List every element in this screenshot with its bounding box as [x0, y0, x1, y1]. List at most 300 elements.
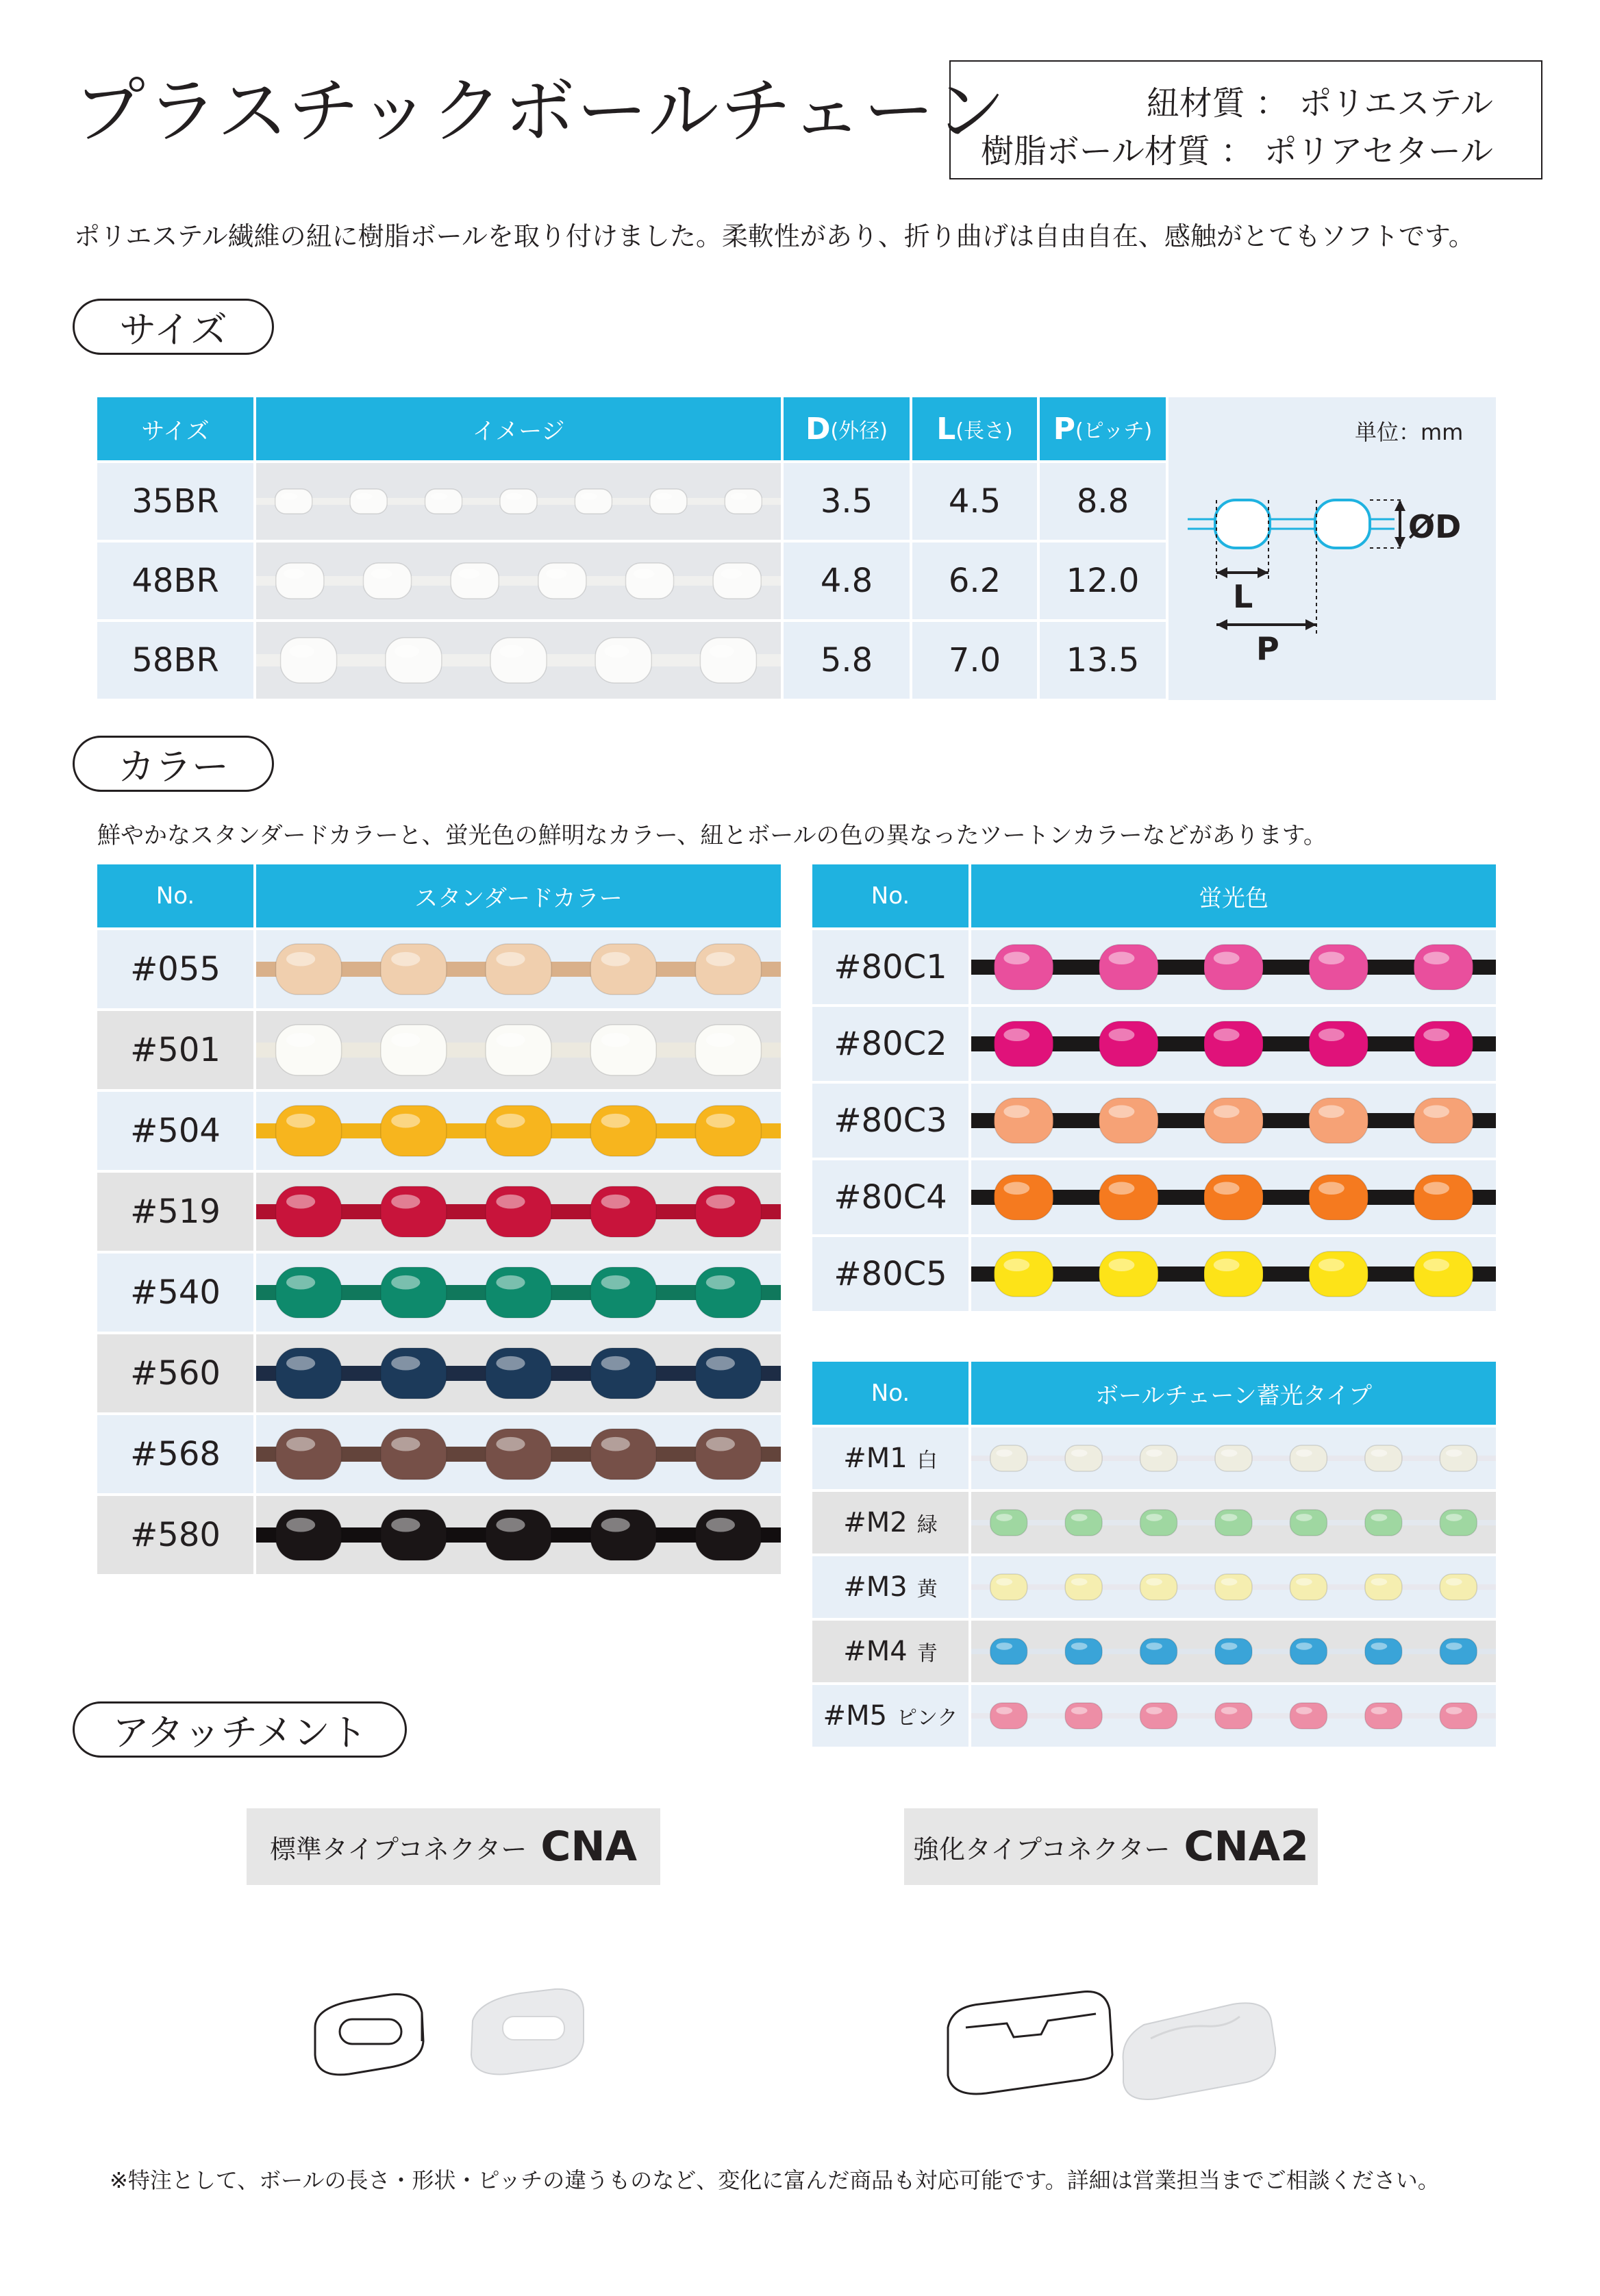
chain-ball — [381, 1186, 447, 1237]
chain-ball-highlight — [706, 1033, 735, 1047]
chain-ball — [451, 563, 499, 599]
chain-ball — [1099, 1021, 1158, 1066]
chain-ball — [276, 1510, 342, 1560]
standard-color-chain — [256, 1092, 781, 1170]
chain-image — [971, 1084, 1496, 1158]
lum-label-text: 黄 — [916, 1577, 938, 1601]
chain-ball — [276, 1267, 342, 1318]
standard-color-no: #519 — [97, 1173, 253, 1251]
chain-ball — [1140, 1638, 1177, 1664]
standard-color-chain — [256, 1415, 781, 1493]
chain-ball-highlight — [1146, 1514, 1162, 1521]
chain-ball — [1140, 1574, 1177, 1600]
standard-color-chain — [256, 930, 781, 1008]
unit-label: 単位：mm — [1355, 419, 1464, 445]
standard-color-chain — [256, 1253, 781, 1332]
lum-color-chain — [971, 1621, 1496, 1682]
chain-ball-highlight — [1071, 1707, 1088, 1714]
section-attachment-heading: アタッチメント — [73, 1701, 407, 1758]
size-image-cell — [256, 463, 781, 540]
chain-ball — [1140, 1510, 1177, 1536]
chain-ball — [381, 1510, 447, 1560]
cord-material — [1147, 77, 1493, 124]
chain-ball — [486, 1267, 551, 1318]
chain-ball-highlight — [996, 1643, 1012, 1650]
cord-material-value: ポリエステル — [1299, 84, 1493, 123]
chain-ball-highlight — [1109, 952, 1135, 964]
fluor-name-header: 蛍光色 — [971, 864, 1496, 927]
l-col-header — [912, 397, 1037, 460]
chain-ball-highlight — [391, 1114, 420, 1128]
image-col-header: イメージ — [256, 397, 781, 460]
chain-ball-highlight — [1071, 1514, 1088, 1521]
chain-image — [971, 1160, 1496, 1234]
chain-ball-highlight — [1071, 1578, 1088, 1586]
chain-ball — [1365, 1703, 1402, 1729]
chain-ball-highlight — [546, 569, 567, 579]
chain-image — [971, 1427, 1496, 1489]
chain-ball-highlight — [431, 493, 447, 500]
chain-ball-highlight — [496, 1518, 525, 1532]
fluor-color-no: #80C1 — [812, 930, 968, 1004]
chain-ball-highlight — [1371, 1643, 1387, 1650]
chain-image — [256, 1415, 781, 1493]
chain-ball — [281, 638, 337, 683]
chain-ball-highlight — [1371, 1707, 1387, 1714]
chain-ball-highlight — [1296, 1514, 1312, 1521]
chain-ball — [575, 489, 612, 514]
chain-ball — [275, 489, 312, 514]
chain-ball-highlight — [1423, 952, 1449, 964]
chain-ball — [276, 1186, 342, 1237]
chain-ball — [276, 563, 324, 599]
chain-cord — [256, 576, 781, 586]
chain-ball — [490, 638, 547, 683]
chain-ball-highlight — [1446, 1449, 1462, 1457]
chain-ball-highlight — [1296, 1707, 1312, 1714]
chain-ball — [695, 944, 761, 995]
chain-ball-highlight — [1446, 1643, 1462, 1650]
chain-ball — [1099, 1175, 1158, 1220]
chain-ball-highlight — [706, 1114, 735, 1128]
chain-ball — [1309, 1251, 1368, 1297]
chain-ball-highlight — [286, 1437, 315, 1451]
chain-ball — [1099, 945, 1158, 990]
chain-ball-highlight — [601, 1114, 630, 1128]
chain-ball-highlight — [496, 1275, 525, 1290]
chain-ball-highlight — [1423, 1029, 1449, 1041]
pitch-value: 13.5 — [1040, 622, 1166, 699]
chain-ball — [1290, 1510, 1327, 1536]
chain-ball-highlight — [1221, 1449, 1238, 1457]
length-value: 6.2 — [912, 542, 1037, 619]
chain-ball-highlight — [496, 1437, 525, 1451]
chain-ball — [1414, 1021, 1473, 1066]
chain-ball — [725, 489, 762, 514]
chain-ball — [381, 1348, 447, 1399]
fluor-color-chain — [971, 1237, 1496, 1311]
chain-ball — [381, 1106, 447, 1156]
chain-ball — [590, 1106, 656, 1156]
chain-ball — [1309, 945, 1368, 990]
chain-ball-highlight — [496, 1356, 525, 1371]
chain-ball-highlight — [391, 1033, 420, 1047]
chain-ball — [590, 1186, 656, 1237]
chain-ball-highlight — [706, 1195, 735, 1209]
chain-ball — [1215, 1445, 1252, 1471]
chain-ball-highlight — [1423, 1259, 1449, 1271]
chain-dimension-svg — [1168, 397, 1496, 700]
section-size-heading: サイズ — [73, 299, 274, 355]
chain-ball — [650, 489, 687, 514]
chain-ball-highlight — [1071, 1449, 1088, 1457]
standard-color-chain — [256, 1334, 781, 1412]
chain-ball — [1309, 1098, 1368, 1143]
chain-ball — [1204, 1251, 1263, 1297]
chain-ball-highlight — [506, 493, 523, 500]
chain-ball-highlight — [286, 1356, 315, 1371]
chain-ball — [590, 1348, 656, 1399]
chain-ball-highlight — [1214, 1029, 1240, 1041]
chain-ball — [486, 1429, 551, 1480]
ball-material-label: 樹脂ボール材質 — [980, 132, 1210, 171]
chain-ball — [486, 1106, 551, 1156]
chain-ball-highlight — [290, 645, 314, 658]
chain-ball — [1440, 1445, 1477, 1471]
chain-ball-highlight — [1318, 952, 1345, 964]
chain-ball-highlight — [1318, 1182, 1345, 1195]
chain-image — [256, 622, 781, 699]
chain-ball-highlight — [581, 493, 597, 500]
chain-ball-highlight — [1003, 1259, 1029, 1271]
chain-ball — [1440, 1638, 1477, 1664]
lum-color-chain — [971, 1685, 1496, 1747]
pitch-label: P — [1256, 630, 1279, 667]
standard-color-chain — [256, 1496, 781, 1574]
pitch-value: 12.0 — [1040, 542, 1166, 619]
chain-ball — [425, 489, 462, 514]
chain-ball — [486, 944, 551, 995]
chain-image — [256, 1496, 781, 1574]
separator: ： — [1221, 132, 1254, 171]
chain-ball-highlight — [1296, 1449, 1312, 1457]
chain-ball-highlight — [1446, 1514, 1462, 1521]
chain-ball — [695, 1429, 761, 1480]
chain-ball — [1065, 1445, 1102, 1471]
chain-ball — [1440, 1510, 1477, 1536]
chain-ball — [1215, 1703, 1252, 1729]
standard-color-no: #560 — [97, 1334, 253, 1412]
chain-ball-highlight — [281, 493, 297, 500]
length-label: L — [1233, 578, 1253, 615]
chain-ball-highlight — [1003, 1106, 1029, 1118]
chain-ball-highlight — [391, 952, 420, 966]
chain-ball-highlight — [496, 952, 525, 966]
standard-color-no: #504 — [97, 1092, 253, 1170]
chain-ball-highlight — [1214, 1259, 1240, 1271]
fluor-color-no: #80C4 — [812, 1160, 968, 1234]
chain-ball — [1365, 1638, 1402, 1664]
chain-ball-highlight — [458, 569, 479, 579]
separator: ： — [1255, 84, 1289, 123]
chain-ball — [364, 563, 412, 599]
lum-no-text: #M3 — [843, 1571, 908, 1603]
chain-ball — [990, 1638, 1027, 1664]
chain-ball-highlight — [601, 1437, 630, 1451]
chain-ball — [1290, 1638, 1327, 1664]
chain-ball-highlight — [1109, 1106, 1135, 1118]
p-letter: P — [1053, 411, 1076, 447]
size-image-cell — [256, 622, 781, 699]
chain-ball-highlight — [706, 1275, 735, 1290]
chain-ball-highlight — [356, 493, 373, 500]
chain-ball-highlight — [286, 1275, 315, 1290]
standard-color-chain — [256, 1173, 781, 1251]
fluor-color-no: #80C5 — [812, 1237, 968, 1311]
material-box — [949, 60, 1542, 179]
standard-color-chain — [256, 1011, 781, 1089]
standard-name-header: スタンダードカラー — [256, 864, 781, 927]
chain-ball — [695, 1186, 761, 1237]
chain-ball — [386, 638, 442, 683]
chain-image — [256, 1253, 781, 1332]
chain-ball — [276, 1348, 342, 1399]
chain-ball-highlight — [601, 952, 630, 966]
chain-ball — [350, 489, 387, 514]
lum-color-no — [812, 1685, 968, 1747]
chain-ball — [1140, 1445, 1177, 1471]
chain-ball-highlight — [601, 1356, 630, 1371]
lum-no-text: #M5 — [823, 1700, 888, 1732]
p-col-header — [1040, 397, 1166, 460]
chain-ball-highlight — [1146, 1449, 1162, 1457]
fluor-color-chain — [971, 1160, 1496, 1234]
chain-ball — [1309, 1021, 1368, 1066]
dimension-diagram — [1168, 397, 1496, 700]
lum-no-text: #M4 — [843, 1636, 908, 1667]
chain-ball — [1365, 1574, 1402, 1600]
standard-color-no: #568 — [97, 1415, 253, 1493]
chain-ball-highlight — [1446, 1578, 1462, 1586]
connector-cna-jp: 標準タイプコネクター — [269, 1834, 527, 1864]
chain-ball-highlight — [601, 1275, 630, 1290]
chain-ball-highlight — [731, 493, 747, 500]
pitch-value: 8.8 — [1040, 463, 1166, 540]
chain-ball-highlight — [1146, 1643, 1162, 1650]
chain-ball-highlight — [1109, 1182, 1135, 1195]
ball-material — [981, 125, 1493, 172]
lum-no-text: #M2 — [843, 1507, 908, 1538]
chain-ball — [995, 945, 1053, 990]
chain-ball — [1309, 1175, 1368, 1220]
size-image-cell — [256, 542, 781, 619]
chain-ball — [1065, 1510, 1102, 1536]
chain-ball — [1414, 1175, 1473, 1220]
chain-ball-highlight — [996, 1449, 1012, 1457]
diameter-value: 5.8 — [784, 622, 910, 699]
intro-text: ポリエステル繊維の紐に樹脂ボールを取り付けました。柔軟性があり、折り曲げは自由自在、感触がとてもソフトです。 — [74, 221, 1475, 251]
lum-color-chain — [971, 1427, 1496, 1489]
lum-no-header: No. — [812, 1362, 968, 1425]
fluor-color-no: #80C3 — [812, 1084, 968, 1158]
chain-ball — [1365, 1445, 1402, 1471]
chain-ball-highlight — [1146, 1578, 1162, 1586]
chain-ball — [1204, 1098, 1263, 1143]
lum-name-header: ボールチェーン蓄光タイプ — [971, 1362, 1496, 1425]
chain-image — [971, 1556, 1496, 1618]
chain-ball-highlight — [655, 493, 672, 500]
chain-ball — [381, 1025, 447, 1075]
chain-ball-highlight — [1296, 1643, 1312, 1650]
chain-ball — [995, 1098, 1053, 1143]
chain-ball — [1440, 1574, 1477, 1600]
chain-ball-highlight — [1221, 1707, 1238, 1714]
chain-ball-highlight — [1214, 1106, 1240, 1118]
lum-color-chain — [971, 1492, 1496, 1553]
chain-ball-highlight — [391, 1275, 420, 1290]
chain-ball — [1215, 1574, 1252, 1600]
length-value: 4.5 — [912, 463, 1037, 540]
chain-ball — [590, 1429, 656, 1480]
chain-ball-highlight — [371, 569, 392, 579]
chain-ball — [695, 1267, 761, 1318]
chain-ball-highlight — [1003, 1182, 1029, 1195]
connector-cna-illustration — [308, 1980, 610, 2117]
d-sub: (外径) — [830, 419, 888, 443]
chain-ball — [1290, 1703, 1327, 1729]
d-col-header — [784, 397, 910, 460]
chain-ball-highlight — [1446, 1707, 1462, 1714]
size-col-header: サイズ — [97, 397, 253, 460]
chain-ball-highlight — [1371, 1514, 1387, 1521]
chain-image — [256, 1011, 781, 1089]
chain-ball-highlight — [996, 1707, 1012, 1714]
page-title: プラスチックボールチェーン — [74, 69, 1008, 153]
chain-ball-highlight — [1371, 1578, 1387, 1586]
footer-note: ※特注として、ボールの長さ・形状・ピッチの違うものなど、変化に富んだ商品も対応可能です。詳細は営業担当までご相談ください。 — [110, 2167, 1440, 2193]
chain-ball — [995, 1251, 1053, 1297]
chain-ball-highlight — [1221, 1643, 1238, 1650]
chain-ball-highlight — [1423, 1106, 1449, 1118]
standard-no-header: No. — [97, 864, 253, 927]
chain-ball-highlight — [286, 1033, 315, 1047]
diameter-label: ØD — [1408, 508, 1462, 545]
chain-ball-highlight — [391, 1195, 420, 1209]
chain-ball — [595, 638, 651, 683]
chain-ball-highlight — [1221, 1578, 1238, 1586]
chain-image — [971, 930, 1496, 1004]
chain-image — [971, 1685, 1496, 1747]
chain-ball-highlight — [634, 569, 655, 579]
chain-ball — [1065, 1574, 1102, 1600]
connector-cna-label — [247, 1808, 660, 1885]
lum-color-no — [812, 1556, 968, 1618]
chain-ball — [381, 1429, 447, 1480]
chain-image — [971, 1621, 1496, 1682]
chain-ball — [1215, 1510, 1252, 1536]
chain-ball — [1204, 945, 1263, 990]
chain-ball — [1290, 1574, 1327, 1600]
chain-ball-highlight — [286, 1518, 315, 1532]
chain-ball — [486, 1348, 551, 1399]
chain-ball-highlight — [1003, 952, 1029, 964]
chain-ball-highlight — [391, 1356, 420, 1371]
chain-image — [256, 1092, 781, 1170]
fluor-no-header: No. — [812, 864, 968, 927]
chain-ball-highlight — [395, 645, 419, 658]
chain-ball — [590, 1025, 656, 1075]
l-sub: (長さ) — [955, 419, 1013, 443]
chain-image — [256, 542, 781, 619]
diameter-value: 3.5 — [784, 463, 910, 540]
chain-ball — [1414, 1251, 1473, 1297]
chain-ball — [590, 944, 656, 995]
chain-ball-highlight — [1318, 1106, 1345, 1118]
chain-ball-highlight — [1318, 1259, 1345, 1271]
chain-ball — [990, 1445, 1027, 1471]
chain-ball-highlight — [391, 1437, 420, 1451]
standard-color-no: #501 — [97, 1011, 253, 1089]
lum-color-no — [812, 1492, 968, 1553]
cord-material-label: 紐材質 — [1146, 84, 1245, 123]
chain-ball-highlight — [601, 1195, 630, 1209]
chain-ball-highlight — [706, 1437, 735, 1451]
fluor-color-chain — [971, 1007, 1496, 1081]
chain-ball — [381, 944, 447, 995]
chain-ball — [1099, 1098, 1158, 1143]
lum-label-text: 青 — [916, 1642, 938, 1666]
standard-color-no: #540 — [97, 1253, 253, 1332]
size-name-cell: 58BR — [97, 622, 253, 699]
chain-ball-highlight — [499, 645, 524, 658]
diameter-value: 4.8 — [784, 542, 910, 619]
chain-ball — [276, 944, 342, 995]
chain-ball — [1204, 1021, 1263, 1066]
standard-color-no: #055 — [97, 930, 253, 1008]
chain-ball-highlight — [706, 1356, 735, 1371]
chain-ball — [500, 489, 537, 514]
chain-ball — [1365, 1510, 1402, 1536]
chain-ball-highlight — [1318, 1029, 1345, 1041]
chain-ball — [381, 1267, 447, 1318]
chain-ball-highlight — [1371, 1449, 1387, 1457]
chain-ball-highlight — [721, 569, 742, 579]
chain-ball-highlight — [1146, 1707, 1162, 1714]
chain-ball-highlight — [1003, 1029, 1029, 1041]
chain-image — [971, 1007, 1496, 1081]
chain-ball — [995, 1175, 1053, 1220]
chain-image — [971, 1237, 1496, 1311]
connector-cna2-label — [904, 1808, 1318, 1885]
chain-ball — [695, 1025, 761, 1075]
chain-ball — [538, 563, 586, 599]
chain-ball-highlight — [496, 1195, 525, 1209]
chain-image — [256, 1173, 781, 1251]
fluor-color-chain — [971, 1084, 1496, 1158]
chain-ball-highlight — [1214, 952, 1240, 964]
chain-ball-highlight — [601, 1518, 630, 1532]
chain-ball — [486, 1025, 551, 1075]
chain-image — [256, 463, 781, 540]
lum-color-no — [812, 1427, 968, 1489]
chain-ball — [276, 1106, 342, 1156]
fluor-color-chain — [971, 930, 1496, 1004]
chain-ball-highlight — [996, 1578, 1012, 1586]
p-sub: (ピッチ) — [1075, 419, 1153, 443]
connector-cna2-illustration — [938, 1973, 1308, 2123]
chain-ball-highlight — [1423, 1182, 1449, 1195]
chain-ball — [1215, 1638, 1252, 1664]
